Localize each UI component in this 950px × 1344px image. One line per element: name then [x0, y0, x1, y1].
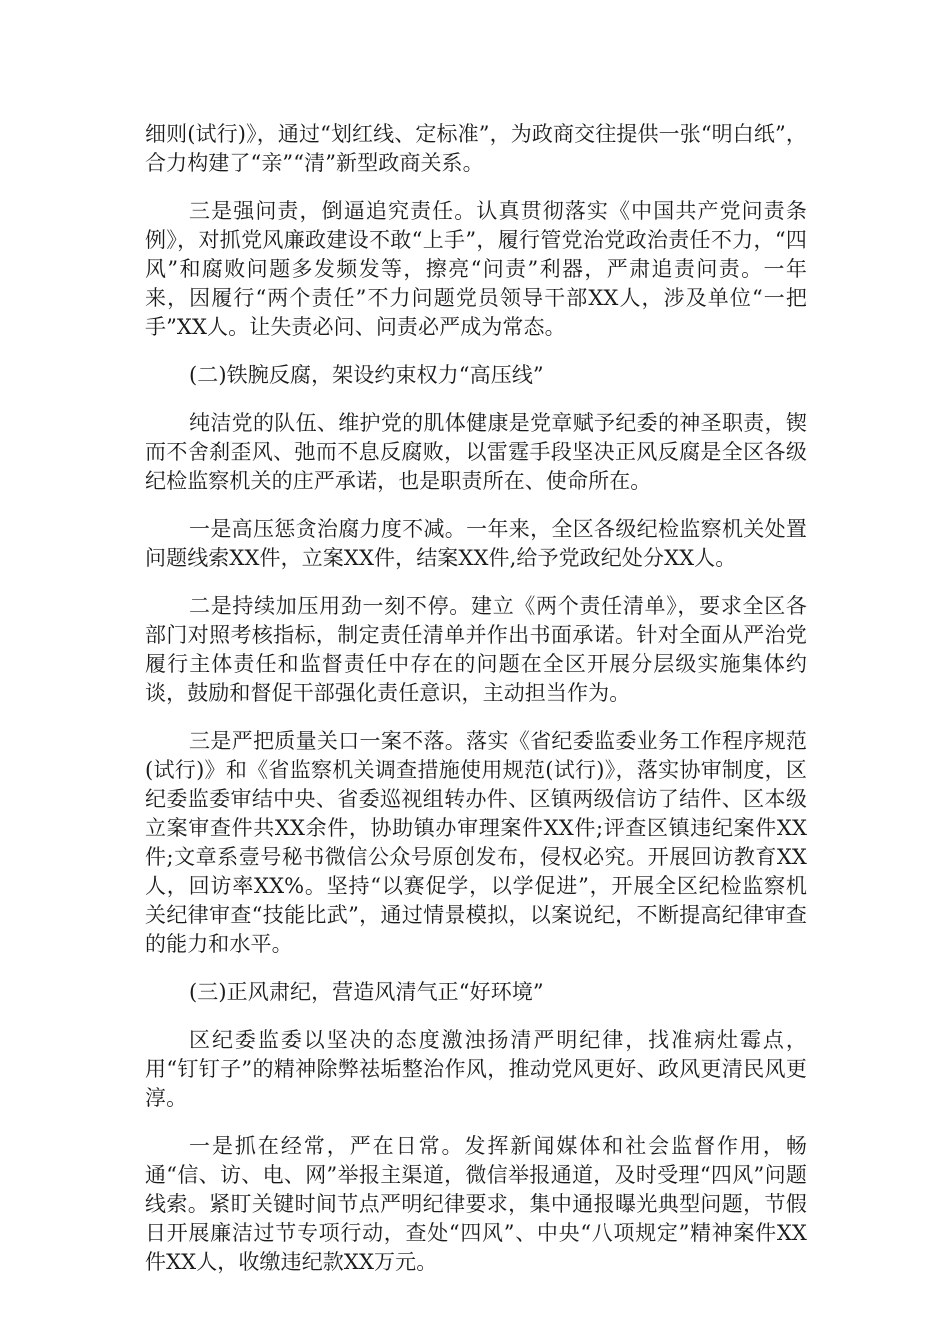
section-heading-discipline: (三)正风肃纪，营造风清气正“好环境” [189, 980, 544, 1004]
paragraph-quality-control: 三是严把质量关口一案不落。落实《省纪委监委业务工作程序规范(试行)》和《省监察机关调查措施使用规范(试行)》，落实协审制度，区纪委监委审结中央、省委巡视组转办件、区镇两级信访了结件、区本级立案审查件共XX余件，协助镇办审理案件XX件;评查区镇违纪案件XX件;文章系壹号秘书微信公众号原创发布，侵权必究。开展回访教育XX人，回访率XX%。坚持“以赛促学，以学促进”，开展全区纪检监察机关纪律审查“技能比武”，通过情景模拟，以案说纪，不断提高纪律审查的能力和水平。 [145, 729, 807, 956]
paragraph-high-pressure: 一是高压惩贪治腐力度不减。一年来，全区各级纪检监察机关处置问题线索XX件，立案XX件，结案XX件,给予党政纪处分XX人。 [145, 517, 807, 570]
paragraph-daily-supervision: 一是抓在经常，严在日常。发挥新闻媒体和社会监督作用，畅通“信、访、电、网”举报主渠道，微信举报通道，及时受理“四风”问题线索。紧盯关键时间节点严明纪律要求，集中通报曝光典型问题，节假日开展廉洁过节专项行动，查处“四风”、中央“八项规定”精神案件XX件XX人，收缴违纪款XX万元。 [145, 1134, 807, 1274]
section-heading-anticorruption: (二)铁腕反腐，架设约束权力“高压线” [189, 363, 544, 387]
paragraph-discipline-intro: 区纪委监委以坚决的态度激浊扬清严明纪律，找准病灶霉点，用“钉钉子”的精神除弊祛垢整治作风，推动党风更好、政风更清民风更淳。 [145, 1028, 807, 1110]
paragraph-accountability: 三是强问责，倒逼追究责任。认真贯彻落实《中国共产党问责条例》，对抓党风廉政建设不敢“上手”，履行管党治党政治责任不力，“四风”和腐败问题多发频发等，擦亮“问责”利器，严肃追责问责。一年来，因履行“两个责任”不力问题党员领导干部XX人，涉及单位“一把手”XX人。让失责必问、问责必严成为常态。 [145, 199, 807, 339]
paragraph-anticorruption-intro: 纯洁党的队伍、维护党的肌体健康是党章赋予纪委的神圣职责，锲而不舍刹歪风、弛而不息反腐败，以雷霆手段坚决正风反腐是全区各级纪检监察机关的庄严承诺，也是职责所在、使命所在。 [145, 411, 807, 493]
paragraph-continuous-pressure: 二是持续加压用劲一刻不停。建立《两个责任清单》，要求全区各部门对照考核指标，制定责任清单并作出书面承诺。针对全面从严治党履行主体责任和监督责任中存在的问题在全区开展分层级实施集体约谈，鼓励和督促干部强化责任意识，主动担当作为。 [145, 594, 807, 705]
paragraph-continuation: 细则(试行)》，通过“划红线、定标准”，为政商交往提供一张“明白纸”，合力构建了“亲”“清”新型政商关系。 [145, 122, 807, 175]
document-body [145, 120, 807, 1296]
